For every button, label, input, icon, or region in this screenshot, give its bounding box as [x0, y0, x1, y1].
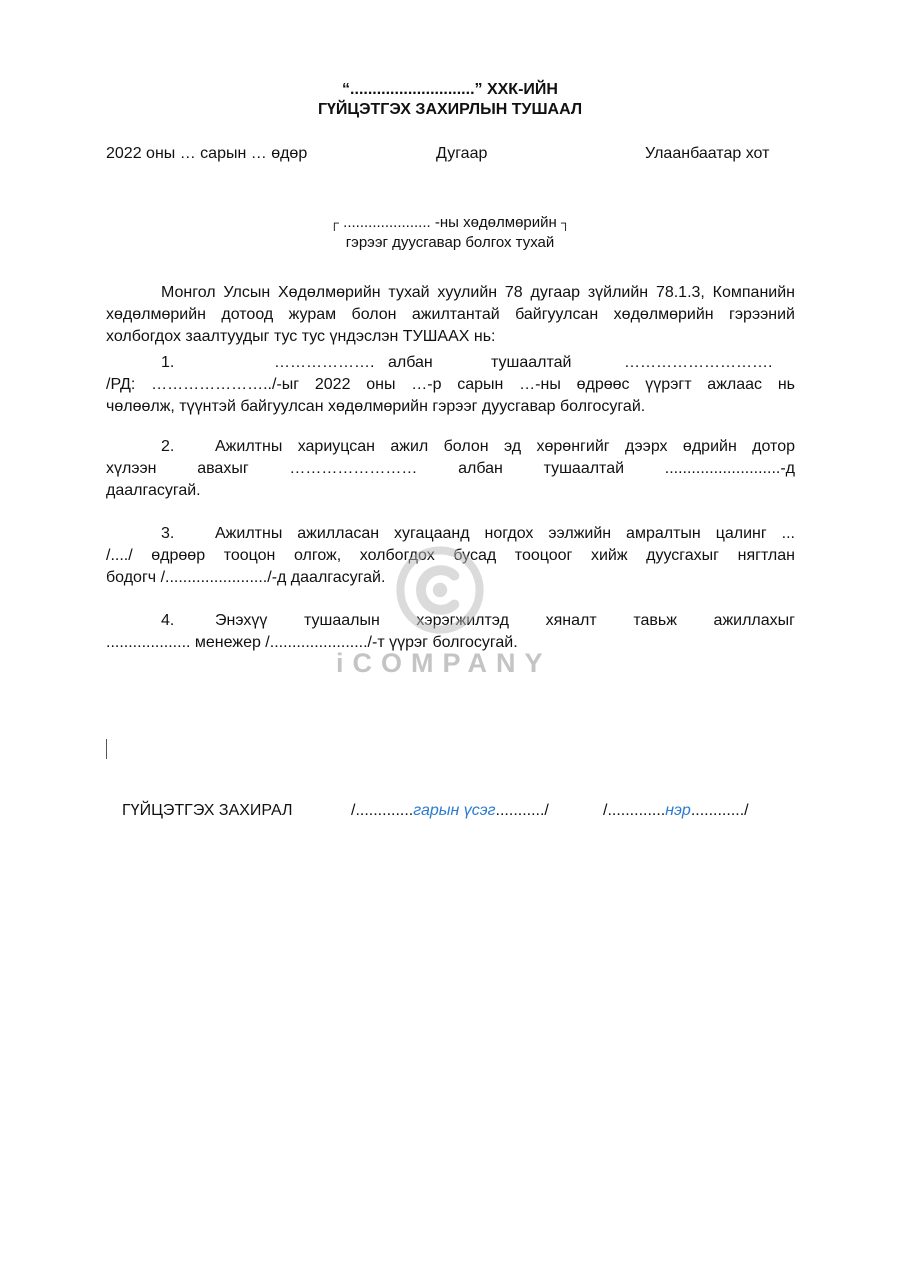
order-title: ГҮЙЦЭТГЭХ ЗАХИРЛЫН ТУШААЛ: [317, 101, 583, 118]
director-title: ГҮЙЦЭТГЭХ ЗАХИРАЛ: [122, 802, 293, 819]
company-watermark-icon: [395, 545, 485, 635]
corner-bracket-left-icon: ┌: [329, 215, 339, 230]
document-header: [0, 80, 900, 120]
company-name-line: “............................” ХХК-ИЙН: [342, 81, 558, 98]
preamble-text: Монгол Улсын Хөдөлмөрийн тухай хуулийн 78 дугаар зүйлийн 78.1.3, Компанийн хөдөлмөрийн дотоод журам болон ажилтантай байгуулсан хөдөлмөрийн гэрээний холбогдох заалтуудыг тус тус үндэслэн ТУШААХ нь:: [106, 284, 795, 345]
corner-bracket-right-icon: ┐: [560, 215, 571, 230]
item-1-number: 1.: [161, 354, 175, 371]
preamble-block: [106, 282, 795, 348]
item-3-number: 3.: [161, 525, 175, 542]
signature-field: [351, 802, 549, 820]
name-open: /.............: [603, 802, 666, 819]
item-2-line-1: Ажилтны хариуцсан ажил болон эд хөрөнгийг дээрх өдрийн дотор: [215, 438, 795, 455]
order-item-2: [106, 436, 795, 502]
order-date: 2022 оны … сарын … өдөр: [106, 145, 308, 162]
name-field: [603, 802, 749, 820]
order-place: Улаанбаатар хот: [645, 145, 770, 162]
subject-line-1: ..................... -ны хөдөлмөрийн: [343, 214, 557, 231]
item-3-line-1: Ажилтны ажилласан хугацаанд ногдох ээлжийн амралтын цалинг ...: [215, 525, 795, 542]
item-2-line-2: хүлээн авахыг …………………… албан тушаалтай ..........................-д: [106, 460, 795, 477]
signature-hint: гарын үсэг: [413, 802, 496, 819]
text-cursor-mark: [106, 739, 107, 759]
name-hint: нэр: [665, 802, 691, 819]
item-3-line-3: бодогч /......................./-д даалгасугай.: [106, 569, 386, 586]
name-close: ............/: [690, 802, 749, 819]
item-4-number: 4.: [161, 612, 175, 629]
order-number-label: Дугаар: [436, 145, 488, 162]
item-1-dots-1: ……………….: [274, 354, 375, 371]
item-2-line-3: даалгасугай.: [106, 482, 201, 499]
item-1-line-2: /РД: …………………../-ыг 2022 оны …-р сарын …-ны өдрөөс үүрэгт ажлаас нь: [106, 376, 795, 393]
watermark-text: iCOMPANY: [336, 648, 552, 678]
signature-open: /.............: [351, 802, 414, 819]
item-3-line-2: /..../ өдрөөр тооцон олгож, холбогдох бусад тооцоог хийж дуусгахыг нягтлан: [106, 547, 795, 564]
signature-close: .........../: [495, 802, 549, 819]
item-1-word-1: албан: [388, 354, 433, 371]
subject-line-2: гэрээг дуусгавар болгох тухай: [345, 234, 555, 251]
item-4-line-1: Энэхүү тушаалын хэрэгжилтэд хяналт тавьж ажиллахыг: [215, 612, 795, 629]
item-4-line-2: ................... менежер /....................../-т үүрэг болгосугай.: [106, 634, 518, 651]
item-2-number: 2.: [161, 438, 175, 455]
item-1-word-2: тушаалтай: [491, 354, 572, 371]
item-1-line-3: чөлөөлж, түүнтэй байгуулсан хөдөлмөрийн гэрээг дуусгавар болгосугай.: [106, 398, 646, 415]
item-1-dots-2: ……………………….: [624, 354, 773, 371]
order-subject: [0, 213, 900, 253]
order-item-1: [106, 352, 795, 418]
